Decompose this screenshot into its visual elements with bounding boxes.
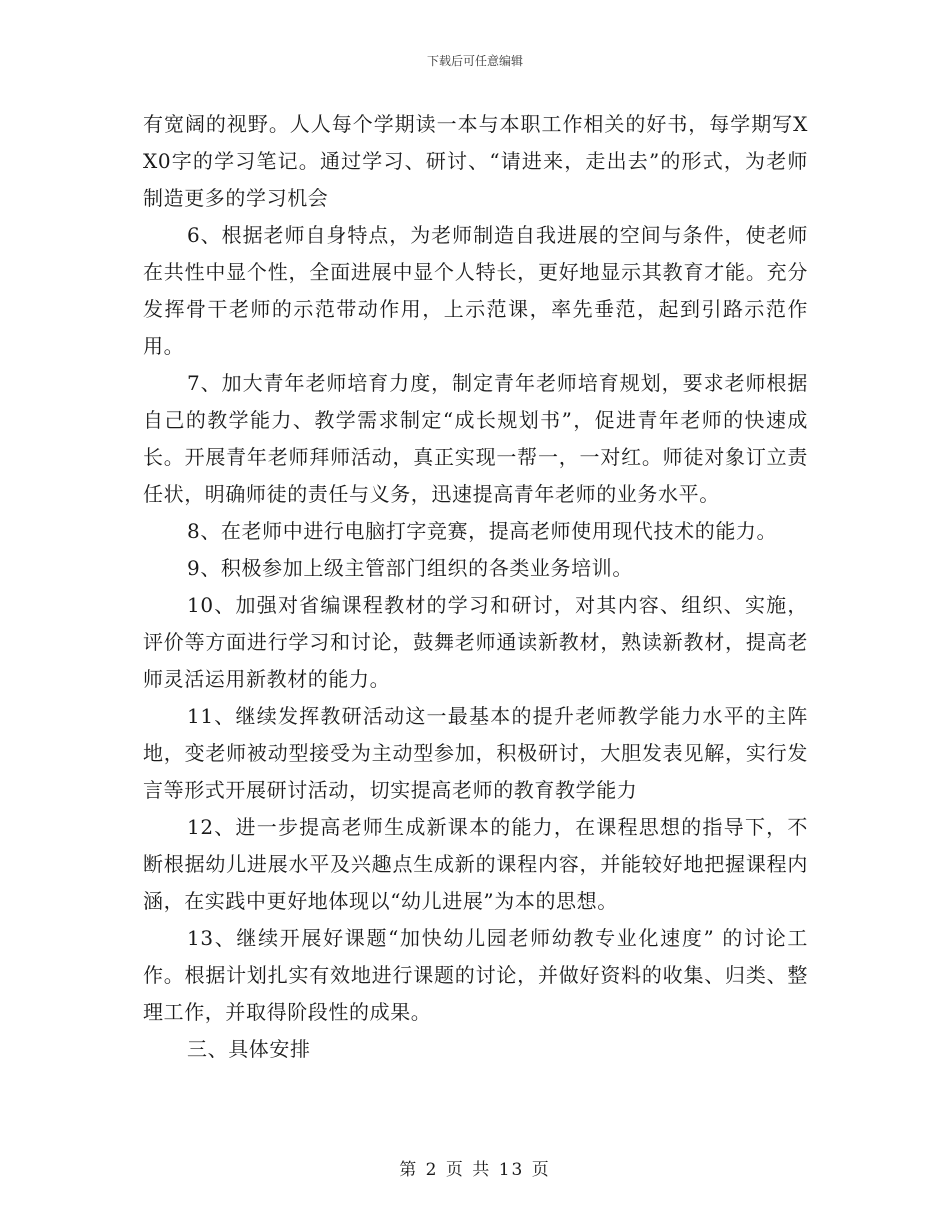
- paragraph-2: 7、加大青年老师培育力度，制定青年老师培育规划，要求老师根据自己的教学能力、教学需求制定“成长规划书”，促进青年老师的快速成长。开展青年老师拜师活动，真正实现一帮一，一对红。师徒对象订立责任状，明确师徒的责任与义务，迅速提高青年老师的业务水平。: [143, 371, 808, 506]
- paragraph-5: 10、加强对省编课程教材的学习和研讨，对其内容、组织、实施，评价等方面进行学习和讨论，鼓舞老师通读新教材，熟读新教材，提高老师灵活运用新教材的能力。: [143, 593, 808, 691]
- paragraph-3: 8、在老师中进行电脑打字竞赛，提高老师使用现代技术的能力。: [187, 519, 778, 543]
- paragraph-6: 11、继续发挥教研活动这一最基本的提升老师教学能力水平的主阵地，变老师被动型接受为主动型参加，积极研讨，大胆发表见解，实行发言等形式开展研讨活动，切实提高老师的教育教学能力: [143, 704, 808, 802]
- paragraph-4: 9、积极参加上级主管部门组织的各类业务培训。: [187, 556, 633, 580]
- paragraph-0: 有宽阔的视野。人人每个学期读一本与本职工作相关的好书，每学期写XX0字的学习笔记。通过学习、研讨、“请进来，走出去”的形式，为老师制造更多的学习机会: [143, 112, 808, 210]
- paragraph-8: 13、继续开展好课题“加快幼儿园老师幼教专业化速度” 的讨论工作。根据计划扎实有效地进行课题的讨论，并做好资料的收集、归类、整理工作，并取得阶段性的成果。: [143, 926, 808, 1024]
- paragraph-1: 6、根据老师自身特点，为老师制造自我进展的空间与条件，使老师在共性中显个性，全面进展中显个人特长，更好地显示其教育才能。充分发挥骨干老师的示范带动作用，上示范课，率先垂范，起到引路示范作用。: [143, 223, 808, 358]
- page-number: 第 2 页 共 13 页: [399, 1160, 551, 1180]
- paragraph-7: 12、进一步提高老师生成新课本的能力，在课程思想的指导下，不断根据幼儿进展水平及兴趣点生成新的课程内容，并能较好地把握课程内涵，在实践中更好地体现以“幼儿进展”为本的思想。: [143, 815, 808, 913]
- page-header-note: 下载后可任意编辑: [426, 54, 523, 68]
- section-heading: 三、具体安排: [187, 1037, 311, 1061]
- document-body: [143, 106, 808, 1068]
